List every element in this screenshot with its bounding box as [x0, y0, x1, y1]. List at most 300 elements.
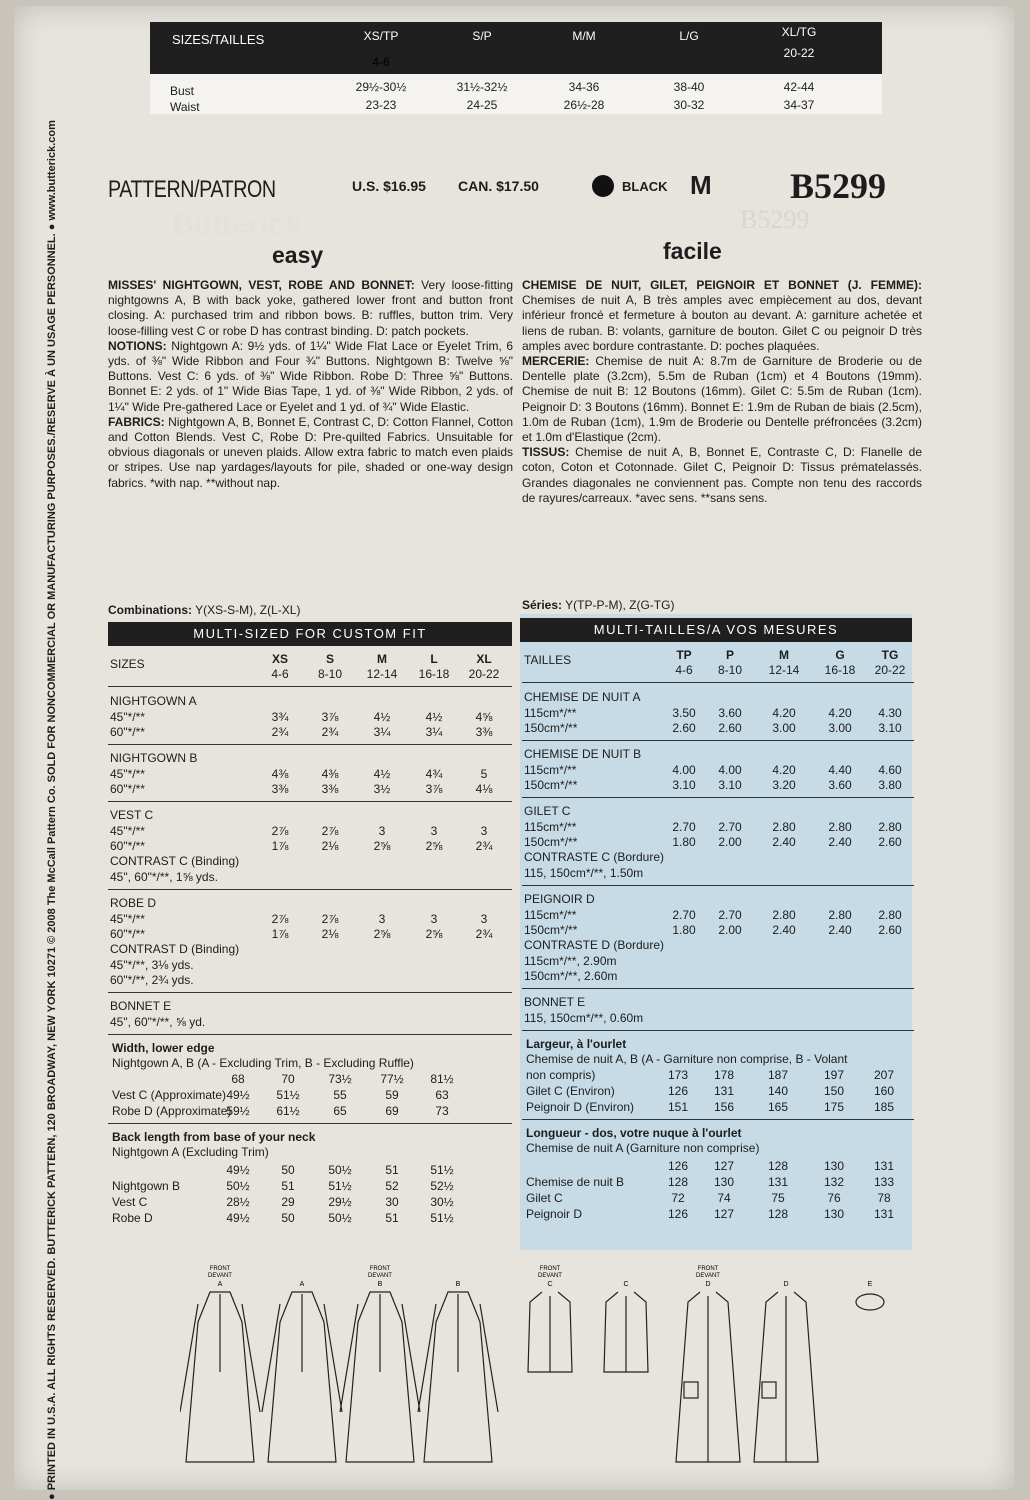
- yardage-value: 4½: [373, 767, 391, 781]
- yardage-value: 3.60: [828, 778, 852, 792]
- width-value: 65: [333, 1104, 347, 1118]
- series-line: [522, 598, 674, 612]
- size-code: S/P: [472, 29, 492, 43]
- width-value: 185: [873, 1100, 895, 1114]
- table-divider: [522, 797, 914, 798]
- table-divider: [108, 1034, 512, 1035]
- yardage-value: 4¾: [425, 767, 443, 781]
- yardage-value: 4.20: [772, 763, 796, 777]
- yardage-value: 2⅞: [271, 824, 289, 838]
- contrast-yardage: 45", 60"*/**, 1⅝ yds.: [110, 870, 218, 884]
- fabrics-text: Chemise de nuit A, B, Bonnet E, Contraste C, D: Flanelle de coton, Coton et Cotonnade. Gilet C, Peignoir D: Tissus prématelassés. Grandes diagonales ne conviennent pas. Compte non tenu des raccords de rayures/carreaux. *avec sens. **sans sens.: [522, 445, 922, 505]
- table-divider: [522, 988, 914, 989]
- yardage-value: 4⅜: [321, 767, 339, 781]
- width-row-label: Vest C (Approximate): [112, 1088, 227, 1102]
- sizes-header-label: SIZES/TAILLES: [172, 32, 265, 47]
- back-length-value: 130: [823, 1159, 845, 1173]
- garment-letter: D: [705, 1281, 711, 1288]
- size-range: 8-10: [469, 55, 495, 69]
- garment-title: NIGHTGOWN B: [110, 751, 198, 765]
- english-description: [108, 278, 513, 491]
- back-length-value: 131: [873, 1159, 895, 1173]
- sizes-header-label: TAILLES: [524, 653, 572, 667]
- yardage-value: 4⅛: [475, 782, 493, 796]
- yardage-value: 2⅝: [425, 927, 443, 941]
- yardage-value: 2.70: [672, 908, 696, 922]
- yardage-value: 3: [480, 912, 488, 926]
- yardage-value: 2.60: [878, 835, 902, 849]
- table-divider: [522, 885, 914, 886]
- yardage-value: 2⅝: [373, 839, 391, 853]
- garment-letter: E: [867, 1281, 873, 1288]
- width-value: 81½: [430, 1072, 454, 1086]
- yardage-value: 2.40: [828, 923, 852, 937]
- yardage-value: 2.40: [772, 835, 796, 849]
- bust-label: Bust: [170, 84, 195, 98]
- yardage-value: 3.10: [878, 721, 902, 735]
- fabric-width: 60"*/**: [110, 782, 145, 796]
- size-code: L: [430, 652, 438, 666]
- desc-label: MISSES' NIGHTGOWN, VEST, ROBE AND BONNET:: [108, 278, 415, 292]
- yardage-value: 2.40: [772, 923, 796, 937]
- yardage-value: 2¾: [475, 839, 493, 853]
- size-code: M/M: [572, 29, 596, 43]
- width-row-label: non compris): [526, 1068, 596, 1082]
- size-code: XL/TG: [781, 25, 817, 39]
- yardage-value: 2⅞: [321, 824, 339, 838]
- garment-letter: A: [217, 1281, 223, 1288]
- garment-title: BONNET E: [524, 995, 586, 1009]
- yardage-value: 1⅞: [271, 927, 289, 941]
- size-range: 4-6: [372, 55, 390, 69]
- size-range: 12-14: [568, 55, 600, 69]
- price-us: U.S. $16.95: [352, 178, 426, 194]
- yardage-value: 4.00: [718, 763, 742, 777]
- contrast-yardage: 60"*/**, 2¾ yds.: [110, 973, 194, 987]
- yardage-value: 2.00: [718, 923, 742, 937]
- yardage-value: 2¾: [321, 725, 339, 739]
- width-value: 59: [385, 1088, 399, 1102]
- waist-value: 34-37: [783, 98, 815, 112]
- width-title: Width, lower edge: [112, 1041, 215, 1055]
- back-length-value: 128: [667, 1175, 689, 1189]
- fabric-width: 60"*/**: [110, 839, 145, 853]
- waist-label: Waist: [170, 100, 200, 114]
- french-section-bar: MULTI-TAILLES/A VOS MESURES: [520, 618, 912, 642]
- back-length-value: 130: [713, 1175, 735, 1189]
- yardage-value: 2.00: [718, 835, 742, 849]
- garment-letter: B: [455, 1281, 461, 1288]
- back-length-value: 29½: [328, 1195, 352, 1209]
- yardage-value: 2.70: [718, 820, 742, 834]
- width-value: 51½: [276, 1088, 300, 1102]
- view-label: DEVANT: [538, 1273, 562, 1279]
- waist-value: 24-25: [466, 98, 498, 112]
- width-value: 61½: [276, 1104, 300, 1118]
- yardage-value: 1.80: [672, 923, 696, 937]
- size-range: 16-18: [418, 667, 450, 681]
- yardage-value: 2.80: [772, 820, 796, 834]
- back-length-label: Peignoir D: [526, 1207, 583, 1221]
- table-divider: [108, 1123, 512, 1124]
- size-code: XS/TP: [363, 29, 399, 43]
- yardage-value: 3: [378, 912, 386, 926]
- size-range: 16-18: [824, 663, 856, 677]
- back-length-value: 50½: [328, 1211, 352, 1225]
- back-length-title: Longueur - dos, votre nuque à l'ourlet: [526, 1126, 742, 1140]
- combinations-value: Y(XS-S-M), Z(L-XL): [195, 603, 301, 617]
- width-value: 49½: [226, 1088, 250, 1102]
- size-range: 12-14: [366, 667, 398, 681]
- yardage-value: 3⅞: [425, 782, 443, 796]
- yardage-value: 2.80: [772, 908, 796, 922]
- yardage-value: 3⅜: [475, 725, 493, 739]
- back-length-value: 51: [385, 1163, 399, 1177]
- size-range: 16-18: [673, 55, 705, 69]
- fabric-width: 150cm*/**: [524, 923, 578, 937]
- ghost-brand: Butterick: [172, 208, 303, 241]
- contrast-yardage: 115, 150cm*/**, 0.60m: [524, 1011, 644, 1025]
- garment-title: PEIGNOIR D: [524, 892, 595, 906]
- fabric-width: 45"*/**: [110, 824, 145, 838]
- yardage-value: 4⅜: [271, 767, 289, 781]
- combinations-label: Combinations:: [108, 603, 192, 617]
- width-value: 126: [667, 1084, 689, 1098]
- back-length-label: Nightgown B: [112, 1179, 181, 1193]
- back-length-value: 128: [767, 1207, 789, 1221]
- fabrics-label: TISSUS:: [522, 445, 570, 460]
- back-length-value: 126: [667, 1207, 689, 1221]
- table-divider: [522, 1030, 914, 1031]
- width-value: 70: [281, 1072, 295, 1086]
- width-value: 207: [873, 1068, 895, 1082]
- width-value: 73½: [328, 1072, 352, 1086]
- notions-text: Chemise de nuit A: 8.7m de Garniture de Broderie ou de Dentelle plate (3.2cm), 5.5m de Ruban (1cm) et 4 Boutons (19mm). Chemise de nuit B: 12 Boutons (16mm). Gilet C: 5.5m de Ruban (1cm). Peignoir D: 3 Boutons (16mm). Bonnet E: 1.9m de Ruban de biais (2.5cm), 1.0m de Ruban (1cm), 1.9m de Broderie ou Dentelle préfroncées (3.2cm) et 1.0m d'Elastique (2cm).: [522, 354, 922, 445]
- back-length-label: Chemise de nuit B: [526, 1175, 625, 1189]
- fabric-width: 45"*/**: [110, 912, 145, 926]
- yardage-value: 1⅞: [271, 839, 289, 853]
- size-range: 20-22: [874, 663, 906, 677]
- contrast-yardage: 115, 150cm*/**, 1.50m: [524, 866, 644, 880]
- width-value: 77½: [380, 1072, 404, 1086]
- notions-label: MERCERIE:: [522, 354, 590, 369]
- size-range: 20-22: [468, 667, 500, 681]
- yardage-value: 3.10: [672, 778, 696, 792]
- back-length-value: 132: [823, 1175, 845, 1189]
- yardage-value: 3¼: [373, 725, 391, 739]
- view-label: FRONT: [539, 1266, 561, 1272]
- bust-value: 29½-30½: [355, 80, 407, 94]
- table-divider: [522, 740, 914, 741]
- yardage-value: 3¾: [271, 710, 289, 724]
- size-code: TP: [676, 648, 692, 662]
- size-range: 12-14: [768, 663, 800, 677]
- yardage-value: 2⅞: [271, 912, 289, 926]
- yardage-value: 2.80: [828, 820, 852, 834]
- contrast-yardage: 45", 60"*/**, ⅝ yd.: [110, 1015, 206, 1029]
- garment-title: GILET C: [524, 804, 571, 818]
- width-value: 197: [823, 1068, 845, 1082]
- view-label: DEVANT: [208, 1273, 232, 1279]
- desc-text: Very loose-fitting nightgowns A, B with back yoke, gathered lower front and button front closing. A: purchased trim and ribbon bows. B: ruffles, button trim. Very loose-filling vest C or robe D has contrast binding. D: patch pockets.: [108, 278, 514, 338]
- yardage-value: 2.60: [672, 721, 696, 735]
- size-code: L/G: [679, 29, 699, 43]
- back-length-value: 78: [877, 1191, 891, 1205]
- yardage-value: 4.60: [878, 763, 902, 777]
- fabric-width: 60"*/**: [110, 725, 145, 739]
- back-length-value: 51½: [430, 1163, 454, 1177]
- back-length-subtitle: Nightgown A (Excluding Trim): [112, 1145, 269, 1159]
- back-length-value: 131: [873, 1207, 895, 1221]
- table-divider: [108, 686, 512, 687]
- color-dot: [592, 175, 614, 197]
- yardage-value: 2.70: [718, 908, 742, 922]
- back-length-value: 51½: [328, 1179, 352, 1193]
- width-value: 73: [435, 1104, 449, 1118]
- garment-title: NIGHTGOWN A: [110, 694, 197, 708]
- notions-text: Nightgown A: 9½ yds. of 1¼" Wide Flat Lace or Eyelet Trim, 6 yds. of ⅜" Wide Ribbon and Four ¾" Buttons. Nightgown B: Twelve ⅝" Buttons. Vest C: 6 yds. of ⅜" Wide Ribbon. Robe D: Three ⅝" Buttons. Bonnet E: 2 yds. of 1" Wide Bias Tape, 1 yd. of ⅜" Wide Ribbon, 2 yds. of 1¼" Wide Pre-gathered Lace or Eyelet and 1 yd. of ¾" Wide Elastic.: [108, 338, 513, 414]
- yardage-value: 2⅞: [321, 912, 339, 926]
- series-value: Y(TP-P-M), Z(G-TG): [565, 598, 675, 612]
- yardage-value: 3.80: [878, 778, 902, 792]
- width-row-label: Gilet C (Environ): [526, 1084, 615, 1098]
- garment-letter: D: [783, 1281, 789, 1288]
- yardage-value: 2⅝: [425, 839, 443, 853]
- yardage-value: 3: [480, 824, 488, 838]
- fabric-width: 115cm*/**: [524, 820, 577, 834]
- yardage-value: 3: [378, 824, 386, 838]
- back-length-value: 29: [281, 1195, 295, 1209]
- color-label: BLACK: [622, 179, 668, 194]
- yardage-value: 4½: [373, 710, 391, 724]
- yardage-value: 5: [480, 767, 488, 781]
- contrast-yardage: 150cm*/**, 2.60m: [524, 969, 618, 983]
- back-length-value: 51½: [430, 1211, 454, 1225]
- width-value: 68: [231, 1072, 245, 1086]
- yardage-value: 3½: [373, 782, 391, 796]
- width-value: 59½: [226, 1104, 250, 1118]
- yardage-value: 2¾: [271, 725, 289, 739]
- bust-value: 38-40: [673, 80, 705, 94]
- contrast-title: CONTRASTE D (Bordure): [524, 938, 665, 952]
- back-length-title: Back length from base of your neck: [112, 1130, 316, 1144]
- width-value: 131: [713, 1084, 735, 1098]
- size-code: XS: [271, 652, 288, 666]
- width-value: 140: [767, 1084, 789, 1098]
- back-length-subtitle: Chemise de nuit A (Garniture non comprise): [526, 1141, 760, 1155]
- width-value: 178: [713, 1068, 735, 1082]
- back-length-value: 50: [281, 1163, 295, 1177]
- garment-title: BONNET E: [110, 999, 172, 1013]
- width-row-label: Robe D (Approximate): [112, 1104, 232, 1118]
- back-length-value: 131: [767, 1175, 789, 1189]
- size-mark: M: [690, 170, 712, 200]
- size-range: 8-10: [717, 663, 743, 677]
- contrast-yardage: 115cm*/**, 2.90m: [524, 954, 617, 968]
- back-length-value: 51: [281, 1179, 295, 1193]
- garment-letter: B: [377, 1281, 383, 1288]
- fabric-width: 115cm*/**: [524, 908, 577, 922]
- size-code: M: [779, 648, 789, 662]
- yardage-value: 2⅝: [373, 927, 391, 941]
- back-length-value: 128: [767, 1159, 789, 1173]
- contrast-title: CONTRAST C (Binding): [110, 854, 240, 868]
- view-label: FRONT: [697, 1266, 719, 1272]
- table-divider: [522, 1119, 914, 1120]
- bonnet-outline: [856, 1294, 884, 1310]
- back-length-value: 52½: [430, 1179, 454, 1193]
- view-label: DEVANT: [368, 1273, 392, 1279]
- table-divider: [108, 889, 512, 890]
- size-code: S: [325, 652, 334, 666]
- fabrics-label: FABRICS:: [108, 414, 165, 429]
- french-description: [522, 278, 922, 506]
- width-value: 63: [435, 1088, 449, 1102]
- bust-value: 42-44: [783, 80, 815, 94]
- yardage-value: 3.50: [672, 706, 696, 720]
- waist-value: 30-32: [673, 98, 705, 112]
- garment-title: ROBE D: [110, 896, 157, 910]
- yardage-value: 2.80: [828, 908, 852, 922]
- fabric-width: 150cm*/**: [524, 778, 578, 792]
- garment-letter: C: [547, 1281, 553, 1288]
- yardage-value: 2.70: [672, 820, 696, 834]
- yardage-value: 3: [430, 912, 438, 926]
- yardage-value: 4⅝: [475, 710, 493, 724]
- size-code: G: [835, 648, 845, 662]
- sizes-header-label: SIZES: [110, 657, 145, 671]
- body-measurement-table: [150, 22, 882, 114]
- notions-label: NOTIONS:: [108, 338, 167, 353]
- width-value: 69: [385, 1104, 399, 1118]
- english-section-bar: MULTI-SIZED FOR CUSTOM FIT: [108, 622, 512, 646]
- width-subtitle: Chemise de nuit A, B (A - Garniture non comprise, B - Volant: [526, 1052, 848, 1066]
- size-code: TG: [881, 648, 899, 662]
- desc-text: Chemises de nuit A, B très amples avec empiècement au dos, devant inférieur froncé et fermeture à bouton au devant. A: garniture achetée et liens de ruban. B: volants, garniture de bouton. Gilet C ou peignoir D très amples avec bordure contrastante. D: poches plaquées.: [522, 293, 922, 353]
- table-divider: [522, 682, 914, 683]
- yardage-value: 3⅜: [271, 782, 289, 796]
- width-value: 187: [767, 1068, 789, 1082]
- back-length-value: 127: [713, 1207, 735, 1221]
- back-length-value: 52: [385, 1179, 399, 1193]
- width-subtitle: Nightgown A, B (A - Excluding Trim, B - Excluding Ruffle): [112, 1056, 414, 1070]
- view-label: FRONT: [209, 1266, 231, 1272]
- width-value: 173: [667, 1068, 689, 1082]
- yardage-value: 4.00: [672, 763, 696, 777]
- garment-title: VEST C: [110, 808, 154, 822]
- width-value: 151: [667, 1100, 689, 1114]
- back-length-value: 51: [385, 1211, 399, 1225]
- yardage-value: 4½: [425, 710, 443, 724]
- back-length-value: 76: [827, 1191, 841, 1205]
- back-length-value: 75: [771, 1191, 785, 1205]
- width-value: 150: [823, 1084, 845, 1098]
- yardage-value: 4.20: [772, 706, 796, 720]
- fabric-width: 115cm*/**: [524, 706, 577, 720]
- yardage-value: 2⅛: [321, 839, 339, 853]
- fabric-width: 60"*/**: [110, 927, 145, 941]
- yardage-value: 2.60: [878, 923, 902, 937]
- yardage-value: 3¼: [425, 725, 443, 739]
- garment-illustrations: [180, 1262, 900, 1482]
- back-length-value: 130: [823, 1207, 845, 1221]
- pocket: [684, 1382, 698, 1398]
- contrast-yardage: 45"*/**, 3⅛ yds.: [110, 958, 194, 972]
- back-length-value: 30: [385, 1195, 399, 1209]
- back-length-label: Gilet C: [526, 1191, 563, 1205]
- desc-label: CHEMISE DE NUIT, GILET, PEIGNOIR ET BONNET (J. FEMME):: [522, 278, 922, 292]
- garment-letter: A: [299, 1281, 305, 1288]
- size-code: P: [725, 648, 734, 662]
- back-length-value: 126: [667, 1159, 689, 1173]
- yardage-value: 3⅜: [321, 782, 339, 796]
- waist-value: 23-23: [365, 98, 397, 112]
- back-length-value: 127: [713, 1159, 735, 1173]
- yardage-value: 3.20: [772, 778, 796, 792]
- bust-value: 31½-32½: [456, 80, 508, 94]
- back-length-label: Vest C: [112, 1195, 148, 1209]
- size-code: XL: [476, 652, 492, 666]
- table-divider: [108, 992, 512, 993]
- fabric-width: 115cm*/**: [524, 763, 577, 777]
- back-length-value: 49½: [226, 1163, 250, 1177]
- size-code: M: [377, 652, 387, 666]
- ghost-number: B5299: [740, 205, 810, 234]
- side-legal-text: ● PRINTED IN U.S.A. ALL RIGHTS RESERVED. BUTTERICK PATTERN, 120 BROADWAY, NEW YORK 10271 © 2008 The McCall Pattern Co. SOLD FOR NONCOMMERCIAL OR MANUFACTURING PURPOSES./RESERVE À UN USAGE PERSONNEL. ● www.butterick.com: [46, 120, 58, 1500]
- back-length-value: 133: [873, 1175, 895, 1189]
- back-length-value: 50½: [226, 1179, 250, 1193]
- back-length-value: 50: [281, 1211, 295, 1225]
- price-can: CAN. $17.50: [458, 178, 539, 194]
- fabric-width: 150cm*/**: [524, 835, 578, 849]
- heading-easy: easy: [272, 242, 324, 268]
- back-length-value: 74: [717, 1191, 731, 1205]
- back-length-value: 30½: [430, 1195, 454, 1209]
- yardage-value: 3.00: [772, 721, 796, 735]
- pocket: [762, 1382, 776, 1398]
- yardage-value: 3.10: [718, 778, 742, 792]
- combinations-line: [108, 603, 300, 617]
- width-value: 156: [713, 1100, 735, 1114]
- waist-value: 26½-28: [563, 98, 605, 112]
- size-range: 8-10: [317, 667, 343, 681]
- garment-title: CHEMISE DE NUIT B: [524, 747, 642, 761]
- garment-letter: C: [623, 1281, 629, 1288]
- yardage-value: 3: [430, 824, 438, 838]
- yardage-value: 2.80: [878, 908, 902, 922]
- yardage-value: 2.60: [718, 721, 742, 735]
- yardage-value: 2.40: [828, 835, 852, 849]
- view-label: DEVANT: [696, 1273, 720, 1279]
- fabric-width: 45"*/**: [110, 710, 145, 724]
- series-label: Séries:: [522, 598, 563, 612]
- yardage-value: 3.60: [718, 706, 742, 720]
- size-range: 20-22: [783, 46, 815, 60]
- back-length-value: 28½: [226, 1195, 250, 1209]
- contrast-title: CONTRASTE C (Bordure): [524, 850, 665, 864]
- yardage-value: 4.20: [828, 706, 852, 720]
- yardage-value: 2.80: [878, 820, 902, 834]
- width-value: 55: [333, 1088, 347, 1102]
- yardage-value: 2⅛: [321, 927, 339, 941]
- yardage-value: 4.30: [878, 706, 902, 720]
- width-value: 160: [873, 1084, 895, 1098]
- yardage-value: 2¾: [475, 927, 493, 941]
- size-range: 4-6: [271, 667, 289, 681]
- contrast-title: CONTRAST D (Binding): [110, 942, 240, 956]
- fabric-width: 45"*/**: [110, 767, 145, 781]
- pattern-label: PATTERN/PATRON: [108, 176, 276, 203]
